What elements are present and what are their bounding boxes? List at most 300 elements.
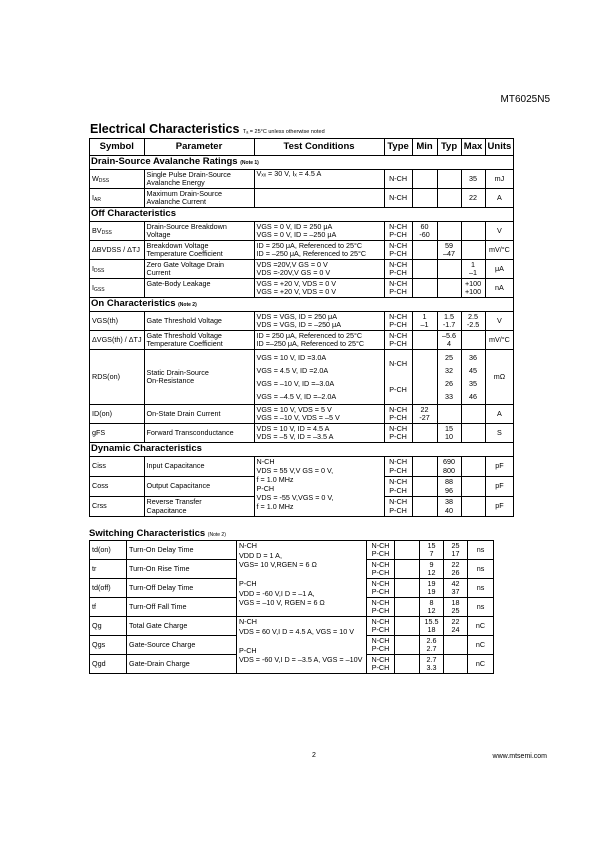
parameter-cell [144, 222, 254, 241]
type-cell-line: P-CH [389, 268, 407, 277]
parameter-cell-line: Forward Transconductance [146, 427, 234, 437]
symbol-cell [90, 497, 145, 517]
section-header [90, 298, 514, 312]
symbol-text: VGS(th) [92, 315, 118, 325]
min-cell-line [397, 584, 417, 592]
type-cell-line: N-CH [389, 423, 408, 433]
typ-cell [420, 560, 444, 579]
type-cell-line: N-CH [389, 477, 408, 487]
condition-cell [254, 312, 384, 331]
section-note: (Note 1) [240, 159, 259, 166]
parameter-cell-line: Avalanche Current [146, 197, 206, 206]
parameter-cell-line: Gate-Drain Charge [129, 658, 190, 668]
min-cell [412, 424, 437, 443]
unit-cell [485, 405, 514, 424]
max-cell-line [464, 433, 483, 441]
typ-cell-line: 7 [429, 549, 434, 558]
unit-cell-line: A [497, 192, 502, 202]
type-cell-line: N-CH [371, 578, 390, 588]
typ-cell [420, 579, 444, 598]
min-cell-line [397, 622, 417, 630]
typ-cell-line: 2.6 [426, 635, 437, 645]
max-cell [461, 331, 485, 350]
title-note: Tₐ = 25°C unless otherwise noted [242, 129, 325, 135]
type-cell [384, 279, 412, 298]
condition-cell-line: VGS = –10 V, ID =–3.0A [256, 379, 335, 388]
section-title: On Characteristics [91, 297, 179, 309]
typ-cell-line: 32 [445, 366, 454, 375]
unit-cell-line: pF [495, 501, 504, 511]
parameter-cell-line: Total Gate Charge [129, 620, 188, 630]
max-cell [444, 598, 468, 617]
type-cell-line: N-CH [389, 359, 408, 368]
type-cell [384, 477, 412, 497]
max-cell-line: +100 [464, 278, 482, 288]
type-cell-line: P-CH [389, 485, 407, 495]
max-cell-line [464, 340, 483, 348]
table-row [90, 331, 514, 350]
typ-cell-line: –5.6 [442, 330, 457, 340]
typ-cell-line: 38 [445, 497, 454, 507]
min-cell-line [415, 433, 435, 441]
type-cell-line: N-CH [389, 278, 408, 288]
parameter-cell [144, 497, 254, 517]
type-cell [384, 424, 412, 443]
condition-cell [254, 170, 384, 189]
symbol-text: tr [92, 563, 97, 573]
section-title: Dynamic Characteristics [91, 443, 202, 455]
condition-cell-line: ID = 250 μA, Referenced to 25°C [256, 240, 363, 250]
symbol-cell [90, 477, 145, 497]
table-row [90, 279, 514, 298]
min-cell [412, 312, 437, 331]
parameter-cell [144, 312, 254, 331]
min-cell [395, 636, 420, 655]
min-cell-line: -60 [419, 230, 430, 239]
parameter-cell [144, 350, 254, 405]
typ-cell-line: 1.5 [444, 311, 455, 321]
condition-cell-line: P-CH [239, 645, 257, 655]
min-cell-line [415, 390, 435, 403]
typ-cell-line: 19 [427, 578, 436, 588]
max-cell-line: 25 [451, 606, 460, 615]
table-row [90, 617, 494, 636]
condition-cell-line: N-CH [239, 617, 257, 626]
section-title: Off Characteristics [91, 208, 177, 220]
condition-cell-line: P-CH [256, 484, 275, 493]
symbol-text: ID(on) [92, 408, 112, 418]
parameter-cell-line: Gate-Source Charge [129, 639, 196, 649]
type-cell-line: N-CH [389, 404, 408, 414]
type-cell-line: P-CH [389, 432, 407, 441]
type-cell [384, 350, 412, 405]
typ-cell [437, 405, 461, 424]
condition-cell-line: VDS = -55 V,VGS = 0 V, [256, 493, 334, 502]
symbol-text: Ciss [92, 461, 106, 471]
type-cell [367, 579, 395, 598]
parameter-cell [144, 405, 254, 424]
typ-cell-line [440, 231, 459, 239]
column-header-0 [90, 139, 145, 156]
symbol-subscript: DSS [98, 177, 110, 184]
parameter-cell-line: Single Pulse Drain-Source [146, 169, 231, 179]
type-cell-line: N-CH [389, 240, 408, 250]
condition-cell-line: ID = 250 μA, Referenced to 25°C [256, 330, 363, 340]
max-cell-line: -2.5 [466, 320, 480, 329]
unit-cell-line: S [497, 427, 502, 437]
parameter-cell-line: Turn-On Rise Time [129, 563, 190, 573]
symbol-cell [90, 350, 145, 405]
column-header-7 [485, 139, 514, 156]
min-cell-line [415, 482, 435, 490]
typ-cell [437, 260, 461, 279]
min-cell-line [415, 250, 435, 258]
symbol-subscript: AR [94, 196, 101, 203]
condition-cell-line: VDS =20V,V GS = 0 V [256, 259, 328, 269]
condition-cell-line: VGS = 10 V, ID =3.0A [256, 353, 327, 362]
parameter-cell-line: Drain-Source Breakdown [146, 221, 227, 231]
type-cell [367, 655, 395, 674]
symbol-text: BV [92, 225, 102, 235]
condition-cell-line: Vₓₓ = 30 V, Iₓ = 4.5 A [256, 169, 322, 178]
unit-cell-line: pF [495, 461, 504, 471]
type-cell-line: P-CH [389, 320, 407, 329]
symbol-text: Qg [92, 620, 102, 630]
typ-cell-line: 9 [429, 559, 434, 569]
column-header-0-line: Symbol [99, 140, 134, 152]
unit-cell [485, 457, 514, 477]
typ-cell-line: 59 [445, 240, 454, 250]
parameter-cell-line: Output Capacitance [146, 481, 211, 491]
type-cell-line: N-CH [389, 311, 408, 321]
column-header-6 [461, 139, 485, 156]
min-cell-line [415, 351, 435, 364]
symbol-text: Coss [92, 481, 109, 491]
typ-cell-line [440, 194, 459, 202]
min-cell [412, 260, 437, 279]
condition-cell [254, 279, 384, 298]
parameter-cell-line: Avalanche Energy [146, 178, 205, 187]
typ-cell-line: 18 [427, 625, 436, 634]
typ-cell-line: 2.7 [426, 644, 437, 653]
max-cell-line [464, 502, 483, 510]
max-cell [444, 579, 468, 598]
max-cell [444, 655, 468, 674]
column-header-2-line: Test Conditions [283, 140, 355, 152]
parameter-cell-line: On-State Drain Current [146, 408, 221, 418]
table-row [90, 241, 514, 260]
condition-cell-line [239, 636, 364, 646]
condition-cell [254, 189, 384, 208]
parameter-cell-line: Turn-Off Fall Time [129, 601, 187, 611]
typ-cell [437, 457, 461, 477]
type-cell [384, 457, 412, 477]
table-row [90, 457, 514, 477]
symbol-text: I [92, 263, 94, 273]
switching-note: (Note 2) [207, 532, 226, 538]
typ-cell [437, 350, 461, 405]
parameter-cell [144, 279, 254, 298]
symbol-text: Qgd [92, 658, 106, 668]
condition-cell-line: VDD = -60 V,I D = –1 A, [239, 588, 315, 598]
condition-cell-line: f = 1.0 MHz [256, 475, 294, 484]
max-cell-line: +100 [464, 287, 482, 296]
condition-cell-line: ID = –250 μA, Referenced to 25°C [256, 249, 367, 258]
column-header-1-line: Parameter [175, 140, 223, 152]
max-cell-line: 2.5 [468, 311, 479, 321]
parameter-cell-line: Current [146, 268, 171, 277]
symbol-cell [90, 424, 145, 443]
typ-cell-line: 40 [445, 505, 454, 515]
condition-cell-line: VGS = –10 V, RGEN = 6 Ω [239, 598, 325, 607]
type-cell-line: P-CH [371, 644, 390, 653]
typ-cell [420, 598, 444, 617]
typ-cell [437, 241, 461, 260]
type-cell-line: N-CH [389, 192, 408, 202]
typ-cell [420, 617, 444, 636]
symbol-cell [90, 655, 127, 674]
symbol-cell [90, 579, 127, 598]
max-cell-line: 26 [451, 568, 460, 577]
unit-cell [468, 560, 494, 579]
type-cell-line: N-CH [371, 654, 390, 664]
symbol-cell [90, 636, 127, 655]
unit-cell [485, 497, 514, 517]
min-cell-line: 60 [420, 221, 429, 231]
max-cell [461, 350, 485, 405]
unit-cell-line: ns [476, 544, 485, 554]
symbol-text: ΔBVDSS / ΔTJ [92, 244, 140, 254]
min-cell [412, 189, 437, 208]
type-cell-line: N-CH [389, 330, 408, 340]
condition-cell-line: VDS = 55 V,V GS = 0 V, [256, 466, 334, 475]
parameter-cell-line: On-Resistance [146, 376, 195, 385]
typ-cell-line: 88 [445, 477, 454, 487]
unit-cell [485, 350, 514, 405]
unit-cell [485, 477, 514, 497]
max-cell-line: 18 [451, 597, 460, 607]
switching-title-text: Switching Characteristics [89, 528, 206, 539]
min-cell [412, 170, 437, 189]
symbol-text: gFS [92, 427, 106, 437]
column-header-4-line: Min [416, 140, 433, 152]
parameter-cell-line: Temperature Coefficient [146, 339, 223, 348]
parameter-cell-line: Static Drain-Source [146, 367, 209, 377]
column-header-4 [412, 139, 437, 156]
unit-cell-line: pF [495, 481, 504, 491]
type-cell-line: N-CH [371, 597, 390, 607]
typ-cell-line: 33 [445, 392, 454, 401]
symbol-cell [90, 241, 145, 260]
unit-cell [485, 424, 514, 443]
unit-cell-line: μA [494, 263, 504, 273]
min-cell [412, 241, 437, 260]
parameter-cell-line: Gate Threshold Voltage [146, 330, 222, 340]
type-cell-line: P-CH [389, 230, 407, 239]
max-cell-line [464, 482, 483, 490]
max-cell [444, 560, 468, 579]
max-cell-line: 25 [451, 540, 460, 550]
typ-cell-line: 12 [427, 568, 436, 577]
table-row [90, 405, 514, 424]
max-cell-line: 36 [469, 353, 478, 362]
min-cell-line [415, 502, 435, 510]
type-cell [384, 331, 412, 350]
column-header-5-line: Typ [440, 140, 458, 152]
parameter-cell-line: Breakdown Voltage [146, 240, 209, 250]
min-cell-line [415, 364, 435, 377]
unit-cell-line: nA [495, 282, 504, 292]
column-header-3-line: Type [387, 140, 409, 152]
min-cell-line [415, 462, 435, 470]
min-cell-line: 1 [422, 311, 427, 321]
typ-cell-line [440, 175, 459, 183]
symbol-text: I [92, 282, 94, 292]
unit-cell [468, 636, 494, 655]
type-cell-line: N-CH [389, 457, 408, 467]
typ-cell-line: 3.3 [426, 663, 437, 672]
column-header-6-line: Max [463, 140, 483, 152]
condition-cell [254, 331, 384, 350]
typ-cell-line [440, 288, 459, 296]
condition-cell-line: VDS = 10 V, ID = 4.5 A [256, 423, 330, 433]
max-cell [461, 222, 485, 241]
unit-cell [468, 579, 494, 598]
unit-cell-line: ns [476, 582, 485, 592]
max-cell [461, 170, 485, 189]
part-number: MT6025N5 [500, 94, 550, 105]
min-cell-line [415, 269, 435, 277]
min-cell [412, 477, 437, 497]
type-cell [367, 598, 395, 617]
type-cell [367, 560, 395, 579]
parameter-cell-line: Reverse Transfer [146, 497, 202, 507]
min-cell-line: 22 [420, 404, 429, 414]
typ-cell-line: 4 [447, 339, 452, 348]
min-cell [412, 350, 437, 405]
typ-cell [437, 424, 461, 443]
typ-cell-line: –47 [443, 249, 456, 258]
symbol-text: I [92, 192, 94, 202]
max-cell-line: 46 [469, 392, 478, 401]
symbol-cell [90, 331, 145, 350]
min-cell [395, 579, 420, 598]
unit-cell-line: mV/°C [489, 244, 510, 254]
typ-cell [420, 541, 444, 560]
typ-cell-line [440, 414, 459, 422]
typ-cell-line: 15 [445, 423, 454, 433]
unit-cell-line: mJ [494, 173, 505, 183]
parameter-cell-line: Voltage [146, 230, 171, 239]
footer-url: www.mtsemi.com [492, 753, 547, 760]
section-header [90, 443, 514, 457]
typ-cell [437, 497, 461, 517]
min-cell-line: -27 [419, 413, 430, 422]
condition-cell [254, 222, 384, 241]
unit-cell [485, 312, 514, 331]
symbol-cell [90, 222, 145, 241]
parameter-cell [144, 189, 254, 208]
parameter-cell-line: Capacitance [146, 505, 187, 515]
parameter-cell [144, 477, 254, 497]
max-cell [444, 541, 468, 560]
condition-cell-line: VGS= 10 V,RGEN = 6 Ω [239, 560, 317, 569]
condition-cell-line: VGS = 10 V, VDS = 5 V [256, 404, 332, 414]
typ-cell-line: 15.5 [424, 616, 439, 626]
unit-cell-line: mΩ [493, 371, 506, 381]
max-cell [461, 477, 485, 497]
min-cell-line [415, 175, 435, 183]
condition-cell [254, 241, 384, 260]
typ-cell [437, 189, 461, 208]
max-cell-line: 22 [469, 192, 478, 202]
symbol-text: tf [92, 601, 96, 611]
type-cell [384, 241, 412, 260]
max-cell [461, 241, 485, 260]
type-cell-line: P-CH [389, 249, 407, 258]
type-cell-line: P-CH [371, 606, 390, 615]
table-row [90, 170, 514, 189]
min-cell-line [415, 194, 435, 202]
typ-cell-line: 26 [445, 379, 454, 388]
table-row [90, 189, 514, 208]
symbol-cell [90, 170, 145, 189]
typ-cell [420, 655, 444, 674]
unit-cell [468, 655, 494, 674]
type-cell-line: N-CH [389, 221, 408, 231]
min-cell [395, 655, 420, 674]
section-title: Drain-Source Avalanche Ratings [91, 155, 241, 167]
condition-cell-line: VGS = +20 V, VDS = 0 V [256, 287, 336, 296]
electrical-characteristics-table [89, 138, 514, 517]
type-cell-line: P-CH [371, 587, 390, 596]
max-cell [444, 617, 468, 636]
max-cell-line: 24 [451, 625, 460, 634]
symbol-text: W [92, 173, 99, 183]
type-cell-line: P-CH [389, 465, 407, 475]
section-header [90, 208, 514, 222]
symbol-cell [90, 189, 145, 208]
min-cell [412, 497, 437, 517]
type-cell-line: N-CH [371, 540, 390, 550]
condition-cell-line: ID =–250 μA, Referenced to 25°C [256, 339, 365, 348]
unit-cell-line: nC [475, 639, 486, 649]
symbol-cell [90, 405, 145, 424]
parameter-cell [127, 560, 237, 579]
column-header-2 [254, 139, 384, 156]
symbol-text: ΔVGS(th) / ΔTJ [92, 334, 142, 344]
condition-cell [254, 350, 384, 405]
max-cell [461, 497, 485, 517]
condition-cell-line: P-CH [239, 579, 257, 588]
unit-cell [485, 170, 514, 189]
max-cell [461, 279, 485, 298]
min-cell-line [415, 340, 435, 348]
typ-cell-line: 12 [427, 606, 436, 615]
symbol-cell [90, 457, 145, 477]
table-row [90, 350, 514, 405]
condition-cell-line: VDS = VGS, ID = 250 μA [256, 311, 337, 321]
title-main: Electrical Characteristics [90, 122, 240, 136]
table-row [90, 222, 514, 241]
column-header-3 [384, 139, 412, 156]
condition-cell-line: VGS = +20 V, VDS = 0 V [256, 278, 336, 288]
condition-cell-line: VDS = VGS, ID = –250 μA [256, 320, 341, 329]
min-cell [395, 617, 420, 636]
condition-cell-line: N-CH [256, 457, 275, 466]
section-header [90, 156, 514, 170]
parameter-cell-line: Input Capacitance [146, 461, 205, 471]
